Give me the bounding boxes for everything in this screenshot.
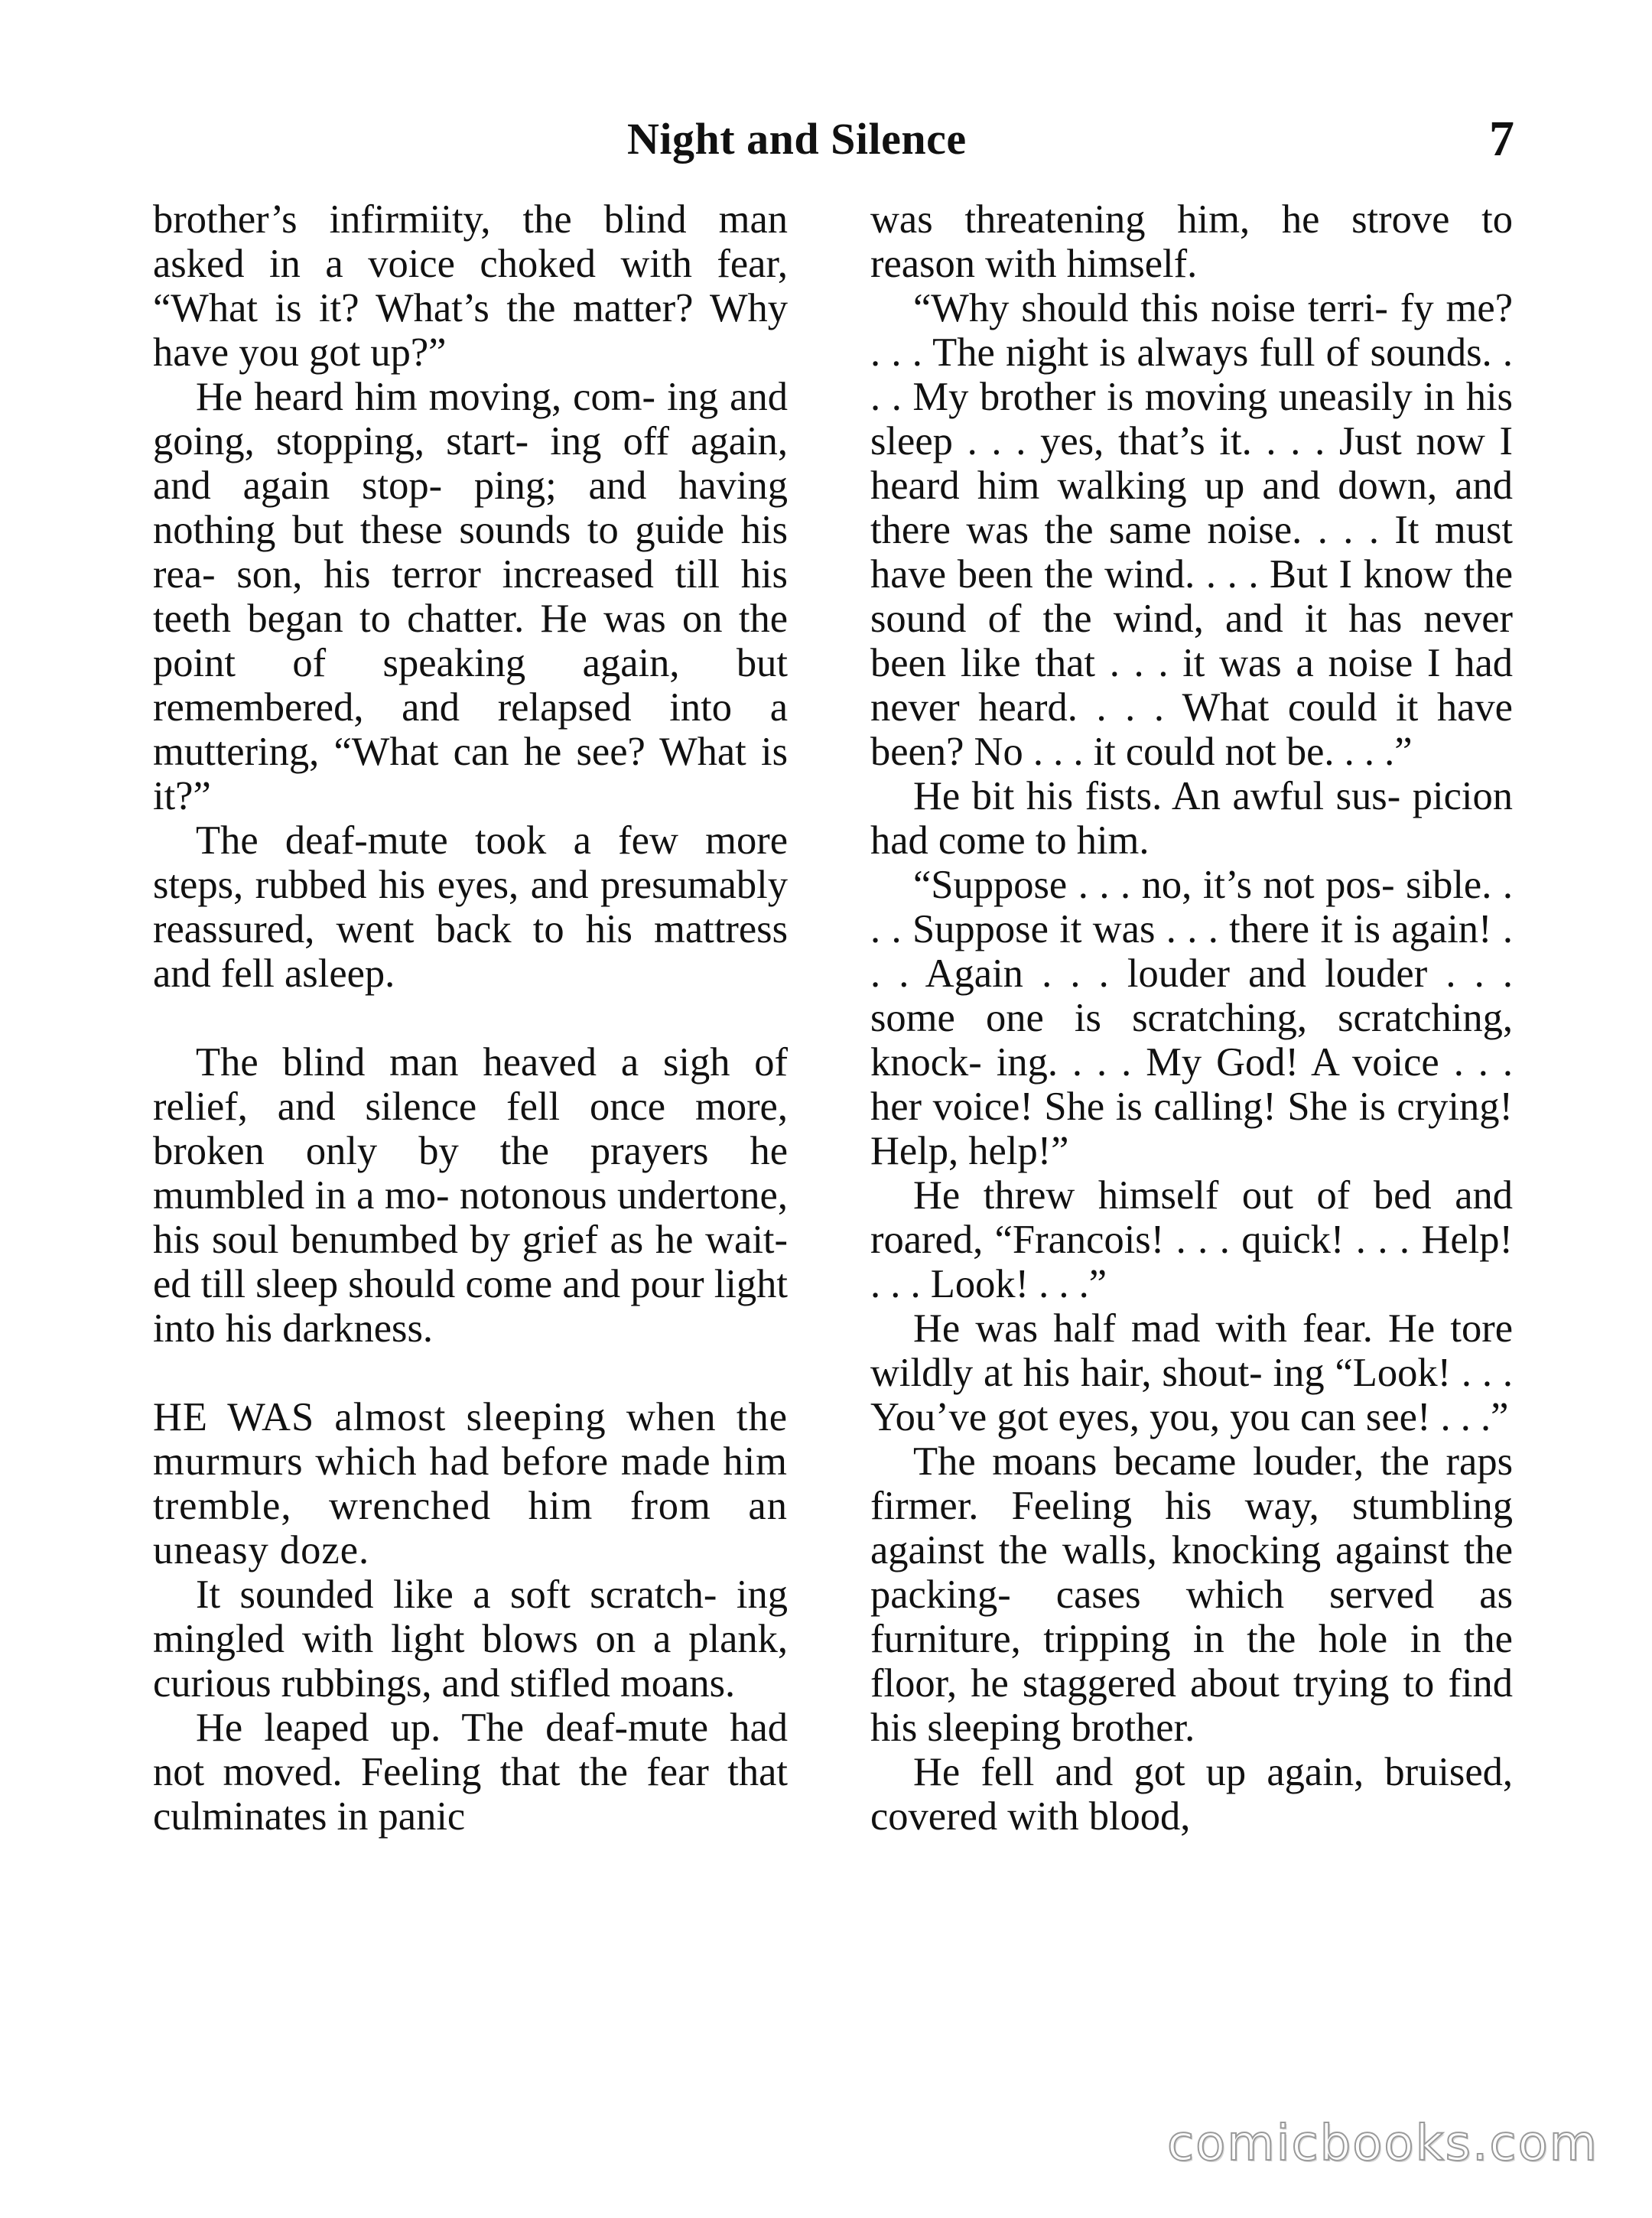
section-opening-paragraph: HE WAS almost sleeping when the murmurs which had before made him tremble, wrenched him from an uneasy doze. xyxy=(153,1395,788,1572)
running-title: Night and Silence xyxy=(627,114,967,164)
paragraph: The blind man heaved a sigh of relief, and silence fell once more, broken only by the prayers he mumbled in a mo- notonous undertone, his soul benumbed by grief as he wait- ed till sleep should come and pour light into his darkness. xyxy=(153,1040,788,1351)
paragraph: It sounded like a soft scratch- ing mingled with light blows on a plank, curious rubbings, and stifled moans. xyxy=(153,1572,788,1706)
page-header xyxy=(627,113,1514,174)
paragraph: “Why should this noise terri- fy me? . . . The night is always full of sounds. . . . My brother is moving uneasily in his sleep . . . yes, that’s it. . . . Just now I heard him walking up and down, and there was the same noise. . . . It must have been the wind. . . . But I know the sound of the wind, and it has never been like that . . . it was a noise I had never heard. . . . What could it have been? No . . . it could not be. . . .” xyxy=(870,286,1513,774)
paragraph: He bit his fists. An awful sus- picion had come to him. xyxy=(870,774,1513,863)
left-text-column xyxy=(153,197,788,1839)
paragraph: was threatening him, he strove to reason with himself. xyxy=(870,197,1513,286)
right-text-column xyxy=(870,197,1513,1839)
paragraph: “Suppose . . . no, it’s not pos- sible. . . . Suppose it was . . . there it is again! . . . Again . . . louder and louder . . . some one is scratching, scratching, knock- ing. . . . My God! A voice . . . her voice! She is calling! She is crying! Help, help!” xyxy=(870,863,1513,1173)
paragraph: brother’s infirmiity, the blind man asked in a voice choked with fear, “What is it? What’s the matter? Why have you got up?” xyxy=(153,197,788,375)
paragraph: He was half mad with fear. He tore wildly at his hair, shout- ing “Look! . . . You’ve got eyes, you, you can see! . . .” xyxy=(870,1306,1513,1439)
paragraph: The deaf-mute took a few more steps, rubbed his eyes, and presumably reassured, went back to his mattress and fell asleep. xyxy=(153,818,788,996)
watermark-logo: comicbooks.com xyxy=(1166,2116,1598,2172)
page-number: 7 xyxy=(1489,111,1514,167)
paragraph: The moans became louder, the raps firmer. Feeling his way, stumbling against the walls, knocking against the packing- cases which served as furniture, tripping in the hole in the floor, he staggered about trying to find his sleeping brother. xyxy=(870,1439,1513,1750)
paragraph: He threw himself out of bed and roared, “Francois! . . . quick! . . . Help! . . . Look! . . .” xyxy=(870,1173,1513,1306)
paragraph: He leaped up. The deaf-mute had not moved. Feeling that the fear that culminates in panic xyxy=(153,1706,788,1839)
paragraph: He heard him moving, com- ing and going, stopping, start- ing off again, and again stop- ping; and having nothing but these sounds to guide his rea- son, his terror increased till his teeth began to chatter. He was on the point of speaking again, but remembered, and relapsed into a muttering, “What can he see? What is it?” xyxy=(153,375,788,818)
paragraph: He fell and got up again, bruised, covered with blood, xyxy=(870,1750,1513,1839)
